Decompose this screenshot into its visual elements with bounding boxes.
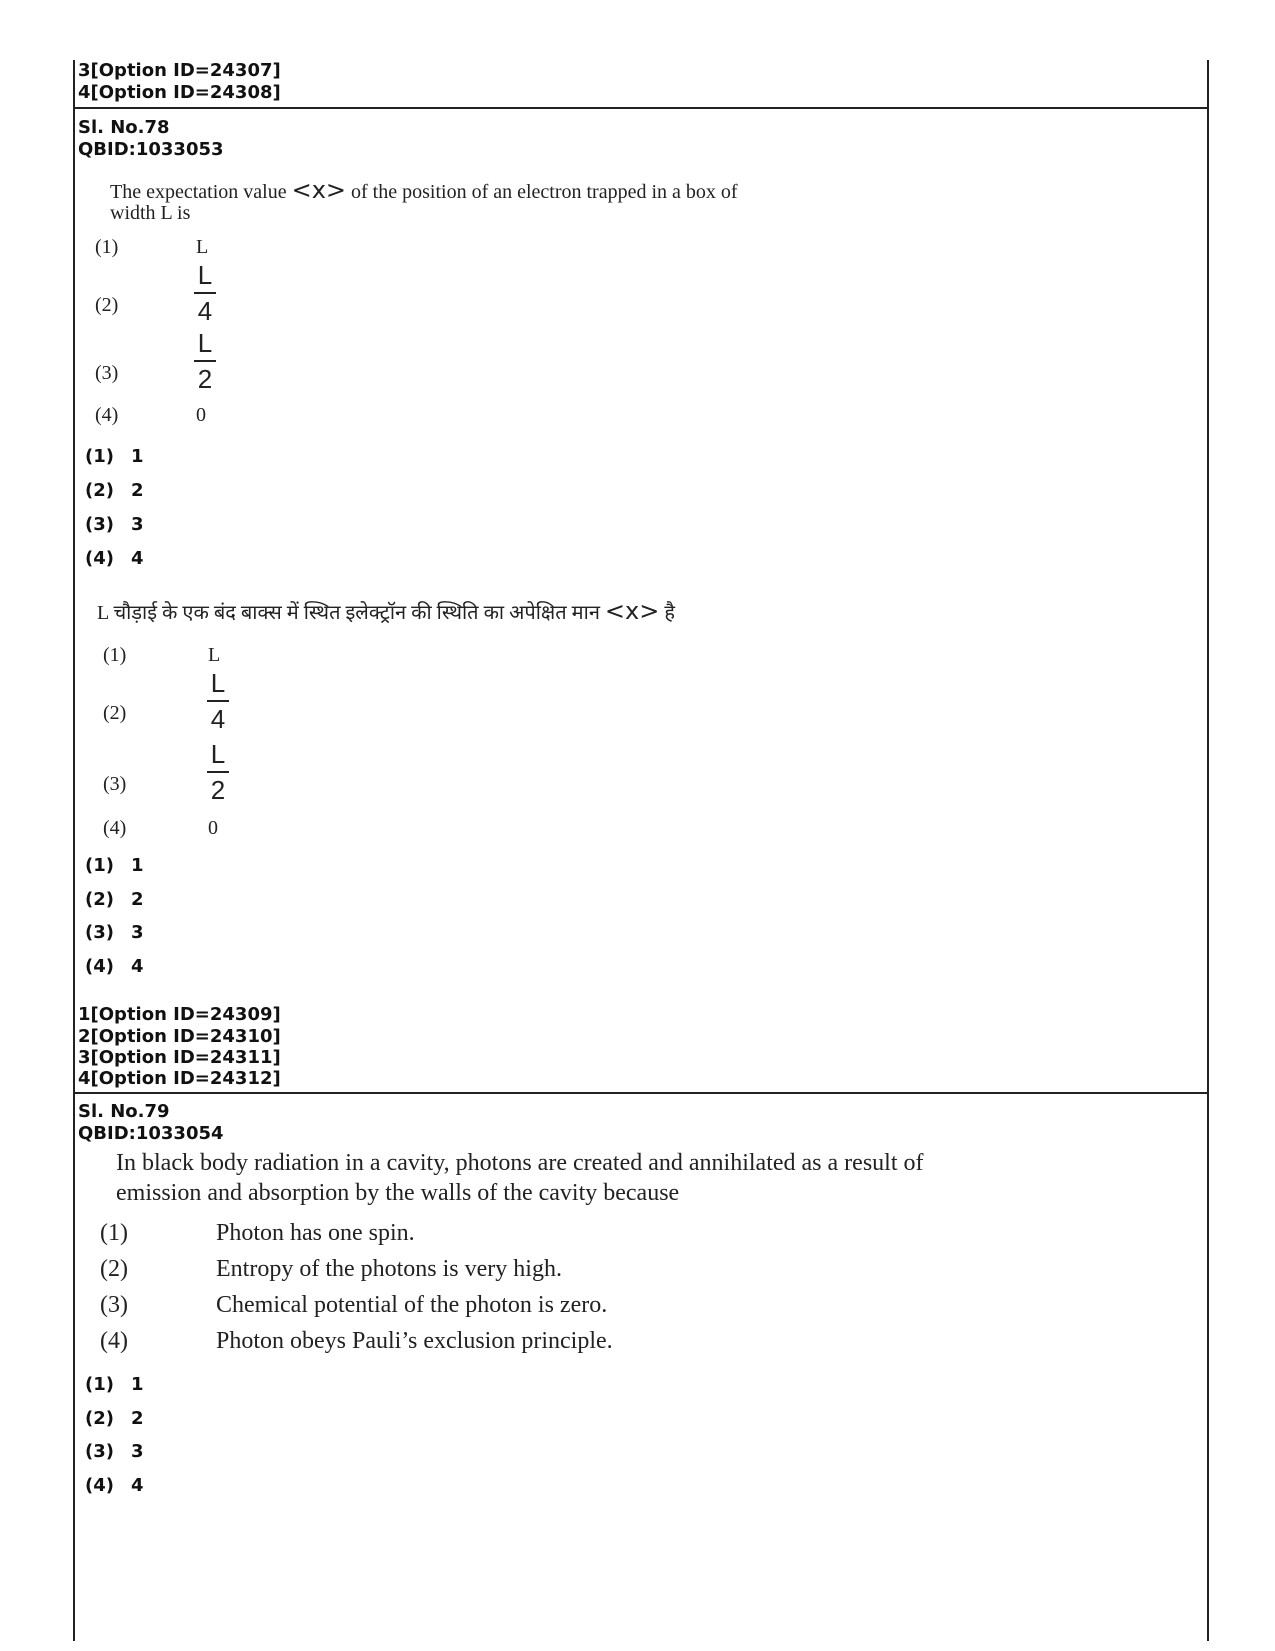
top-option-id-4: 4[Option ID=24308] [78, 82, 281, 103]
q79-answer-2[interactable]: (2) 2 [85, 1408, 144, 1429]
q79-opt1-text: Photon has one spin. [216, 1220, 415, 1246]
q78-hi-opt3-num: (3) [103, 773, 127, 795]
fraction-bar [207, 771, 229, 773]
fraction-numerator: L [197, 260, 213, 290]
q78-option-id-2: 2[Option ID=24310] [78, 1026, 281, 1047]
q78-hi-opt4-num: (4) [103, 817, 127, 839]
q79-opt2-text: Entropy of the photons is very high. [216, 1256, 562, 1282]
fraction-numerator: L [210, 739, 226, 769]
right-border [1207, 60, 1209, 1641]
fraction-numerator: L [197, 328, 213, 358]
q78-hi-opt1-num: (1) [103, 644, 127, 666]
q78-answer-1[interactable]: (1) 1 [85, 446, 144, 467]
q78-option-id-1: 1[Option ID=24309] [78, 1004, 281, 1025]
q78-hi-opt2-fraction [207, 670, 229, 732]
sl-no-78: Sl. No.78 [78, 117, 170, 138]
q78-answer-4[interactable]: (4) 4 [85, 548, 144, 569]
fraction-denominator: 2 [210, 775, 226, 805]
divider [73, 1092, 1209, 1094]
q78-en-opt1-num: (1) [95, 236, 119, 258]
q78-hi-answer-2[interactable]: (2) 2 [85, 889, 144, 910]
q79-answer-3[interactable]: (3) 3 [85, 1441, 144, 1462]
q78-answer-2[interactable]: (2) 2 [85, 480, 144, 501]
q78-en-opt3-fraction [194, 330, 216, 392]
fraction-numerator: L [210, 668, 226, 698]
fraction-bar [194, 360, 216, 362]
q78-hi-opt4-text: 0 [208, 817, 218, 839]
q79-answer-1[interactable]: (1) 1 [85, 1374, 144, 1395]
q78-hi-opt2-num: (2) [103, 702, 127, 724]
q79-answer-4[interactable]: (4) 4 [85, 1475, 144, 1496]
divider [73, 107, 1209, 109]
q79-opt4-num: (4) [100, 1328, 128, 1354]
q78-hi-answer-4[interactable]: (4) 4 [85, 956, 144, 977]
q78-option-id-3: 3[Option ID=24311] [78, 1047, 281, 1068]
q79-opt2-num: (2) [100, 1256, 128, 1282]
q79-opt3-text: Chemical potential of the photon is zero. [216, 1292, 608, 1318]
q78-en-opt4-text: 0 [196, 404, 206, 426]
left-border [73, 60, 75, 1641]
fraction-denominator: 4 [197, 296, 213, 326]
fraction-denominator: 2 [197, 364, 213, 394]
q78-hi-stem-a: L चौड़ाई के एक बंद बाक्स में स्थित इलेक्ट्रॉन की स्थिति का अपेक्षित मान [97, 602, 600, 624]
qbid-78: QBID:1033053 [78, 139, 224, 160]
fraction-denominator: 4 [210, 704, 226, 734]
q78-en-stem-line1 [110, 176, 738, 204]
q78-hi-opt3-fraction [207, 741, 229, 803]
top-option-id-3: 3[Option ID=24307] [78, 60, 281, 81]
q78-en-stem-a: The expectation value [110, 181, 287, 203]
fraction-bar [194, 292, 216, 294]
q78-hi-stem-b: है [664, 602, 675, 624]
q78-hi-stem [97, 597, 675, 625]
q78-option-id-4: 4[Option ID=24312] [78, 1068, 281, 1089]
q79-opt1-num: (1) [100, 1220, 128, 1246]
q78-en-opt2-fraction [194, 262, 216, 324]
q79-opt4-text: Photon obeys Pauli’s exclusion principle. [216, 1328, 613, 1354]
q78-answer-3[interactable]: (3) 3 [85, 514, 144, 535]
q78-en-opt4-num: (4) [95, 404, 119, 426]
fraction-bar [207, 700, 229, 702]
q78-hi-answer-1[interactable]: (1) 1 [85, 855, 144, 876]
q78-hi-answer-3[interactable]: (3) 3 [85, 922, 144, 943]
q78-en-stem-b: of the position of an electron trapped in a box of [351, 181, 738, 203]
q79-opt3-num: (3) [100, 1292, 128, 1318]
q78-en-stem-symbol: <x> [291, 176, 347, 204]
qbid-79: QBID:1033054 [78, 1123, 224, 1144]
q78-en-opt1-text: L [196, 236, 209, 258]
q79-stem-line2: emission and absorption by the walls of the cavity because [116, 1180, 680, 1206]
q78-en-stem-line2: width L is [110, 202, 191, 224]
q78-en-opt2-num: (2) [95, 294, 119, 316]
q78-hi-stem-symbol: <x> [604, 597, 660, 625]
q78-hi-opt1-text: L [208, 644, 221, 666]
q79-stem-line1: In black body radiation in a cavity, photons are created and annihilated as a result of [116, 1150, 924, 1176]
q78-en-opt3-num: (3) [95, 362, 119, 384]
sl-no-79: Sl. No.79 [78, 1101, 170, 1122]
